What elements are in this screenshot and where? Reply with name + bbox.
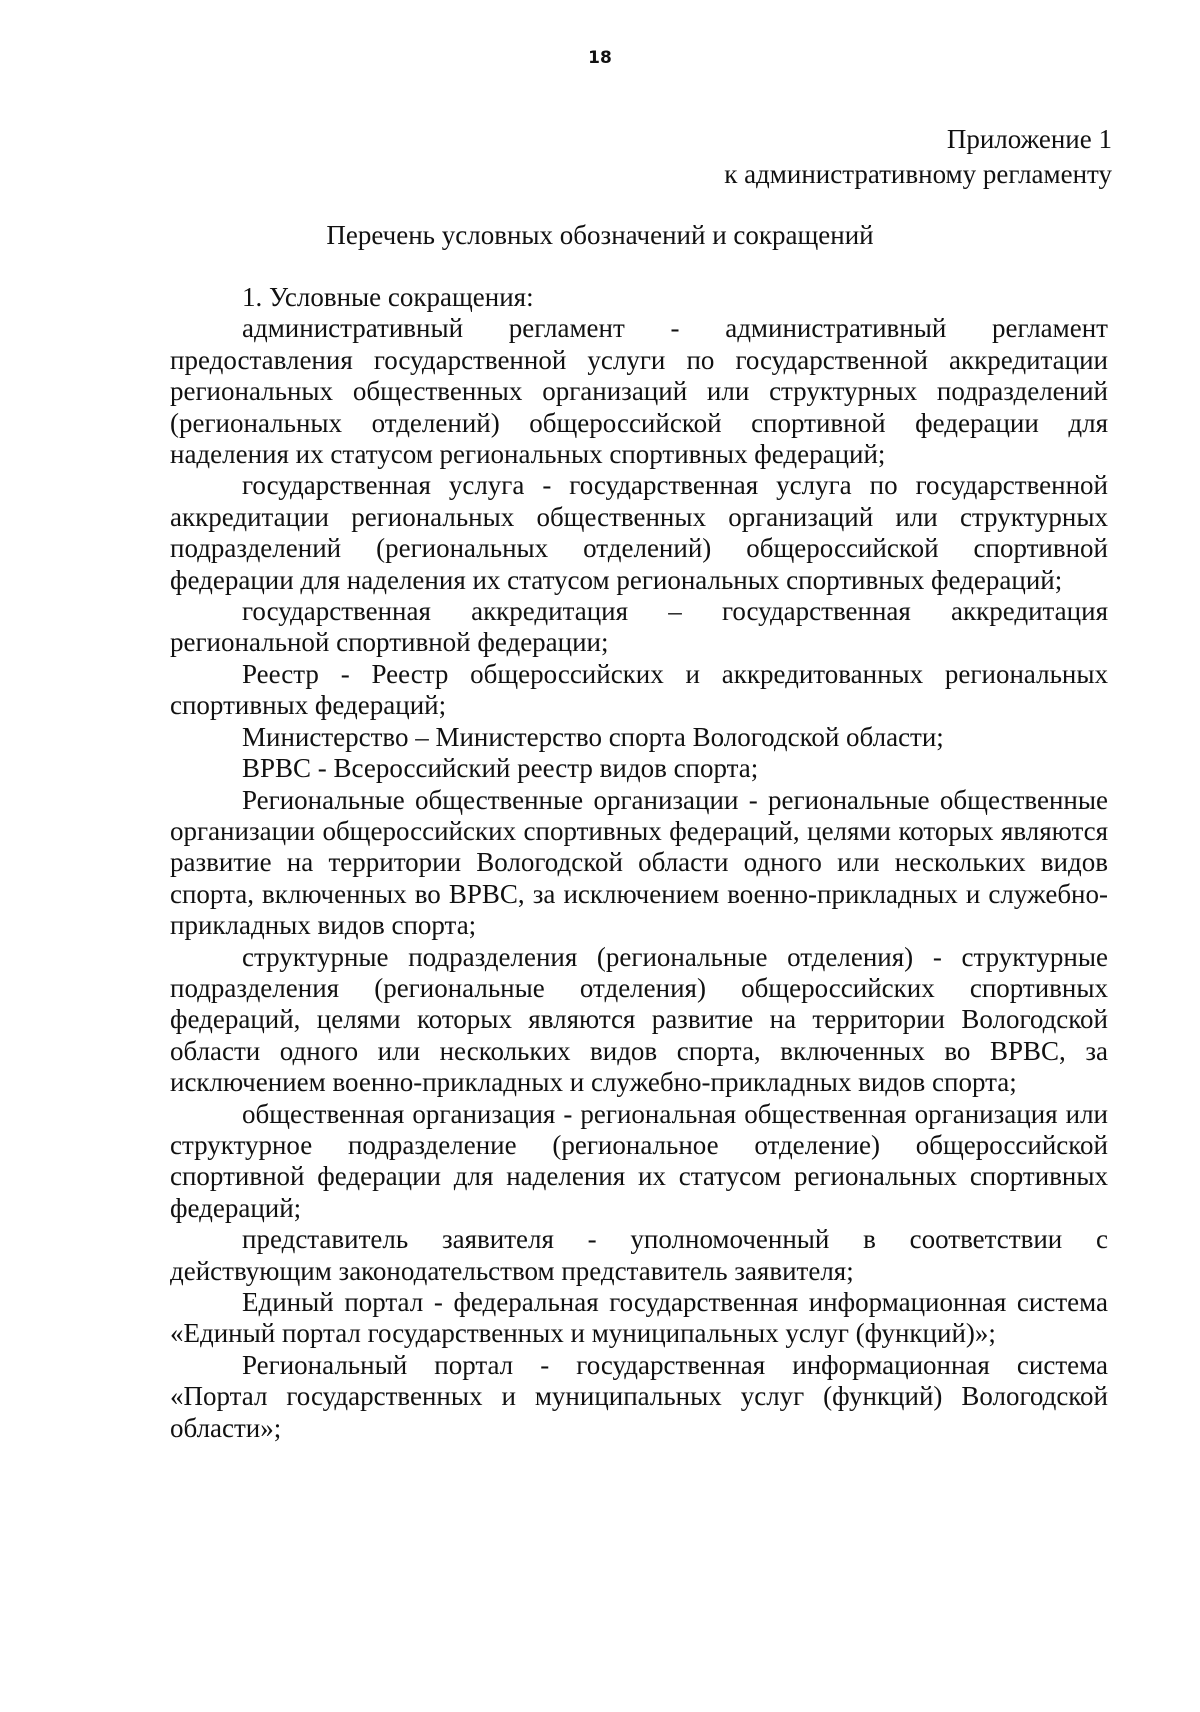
section-heading: 1. Условные сокращения: (242, 282, 534, 312)
appendix-reference (724, 122, 1112, 192)
definition-paragraph: государственная услуга - государственная услуга по государственной аккредитации региональных общественных организаций или структурных подразделений (региональных отделений) общероссийской спортивной федерации для наделения их статусом региональных спортивных федераций; (170, 470, 1108, 595)
definition-paragraph: государственная аккредитация – государственная аккредитация региональной спортивной федерации; (170, 596, 1108, 658)
definition-paragraph: Министерство – Министерство спорта Вологодской области; (242, 721, 944, 752)
appendix-line-2: к административному регламенту (724, 159, 1112, 189)
definition-paragraph: общественная организация - региональная общественная организация или структурное подразделение (региональное отделение) общероссийской спортивной федерации для наделения их статусом региональных спортивных федераций; (170, 1098, 1108, 1223)
document-title: Перечень условных обозначений и сокращений (326, 220, 874, 250)
definition-paragraph: структурные подразделения (региональные отделения) - структурные подразделения (региональные отделения) общероссийских спортивных федераций, целями которых являются развитие на территории Вологодской области одного или нескольких видов спорта, включенных во ВРВС, за исключением военно-прикладных и служебно-прикладных видов спорта; (170, 941, 1108, 1098)
definition-paragraph: Единый портал - федеральная государственная информационная система «Единый портал государственных и муниципальных услуг (функций)»; (170, 1287, 1108, 1349)
definition-paragraph: административный регламент - административный регламент предоставления государственной услуги по государственной аккредитации региональных общественных организаций или структурных подразделений (региональных отделений) общероссийской спортивной федерации для наделения их статусом региональных спортивных федераций; (170, 313, 1108, 470)
definition-paragraph: Региональный портал - государственная информационная система «Портал государственных и муниципальных услуг (функций) Вологодской области»; (170, 1349, 1108, 1443)
definition-paragraph: ВРВС - Всероссийский реестр видов спорта; (242, 753, 759, 784)
definition-paragraph: представитель заявителя - уполномоченный в соответствии с действующим законодательством представитель заявителя; (170, 1224, 1108, 1286)
definition-paragraph: Реестр - Реестр общероссийских и аккредитованных региональных спортивных федераций; (170, 658, 1108, 721)
document-body (170, 282, 1108, 1444)
page-number: 18 (588, 48, 612, 68)
appendix-line-1: Приложение 1 (946, 124, 1112, 154)
definition-paragraph: Региональные общественные организации - региональные общественные организации общероссийских спортивных федераций, целями которых являются развитие на территории Вологодской области одного или нескольких видов спорта, включенных во ВРВС, за исключением военно-прикладных и служебно-прикладных видов спорта; (170, 784, 1108, 941)
